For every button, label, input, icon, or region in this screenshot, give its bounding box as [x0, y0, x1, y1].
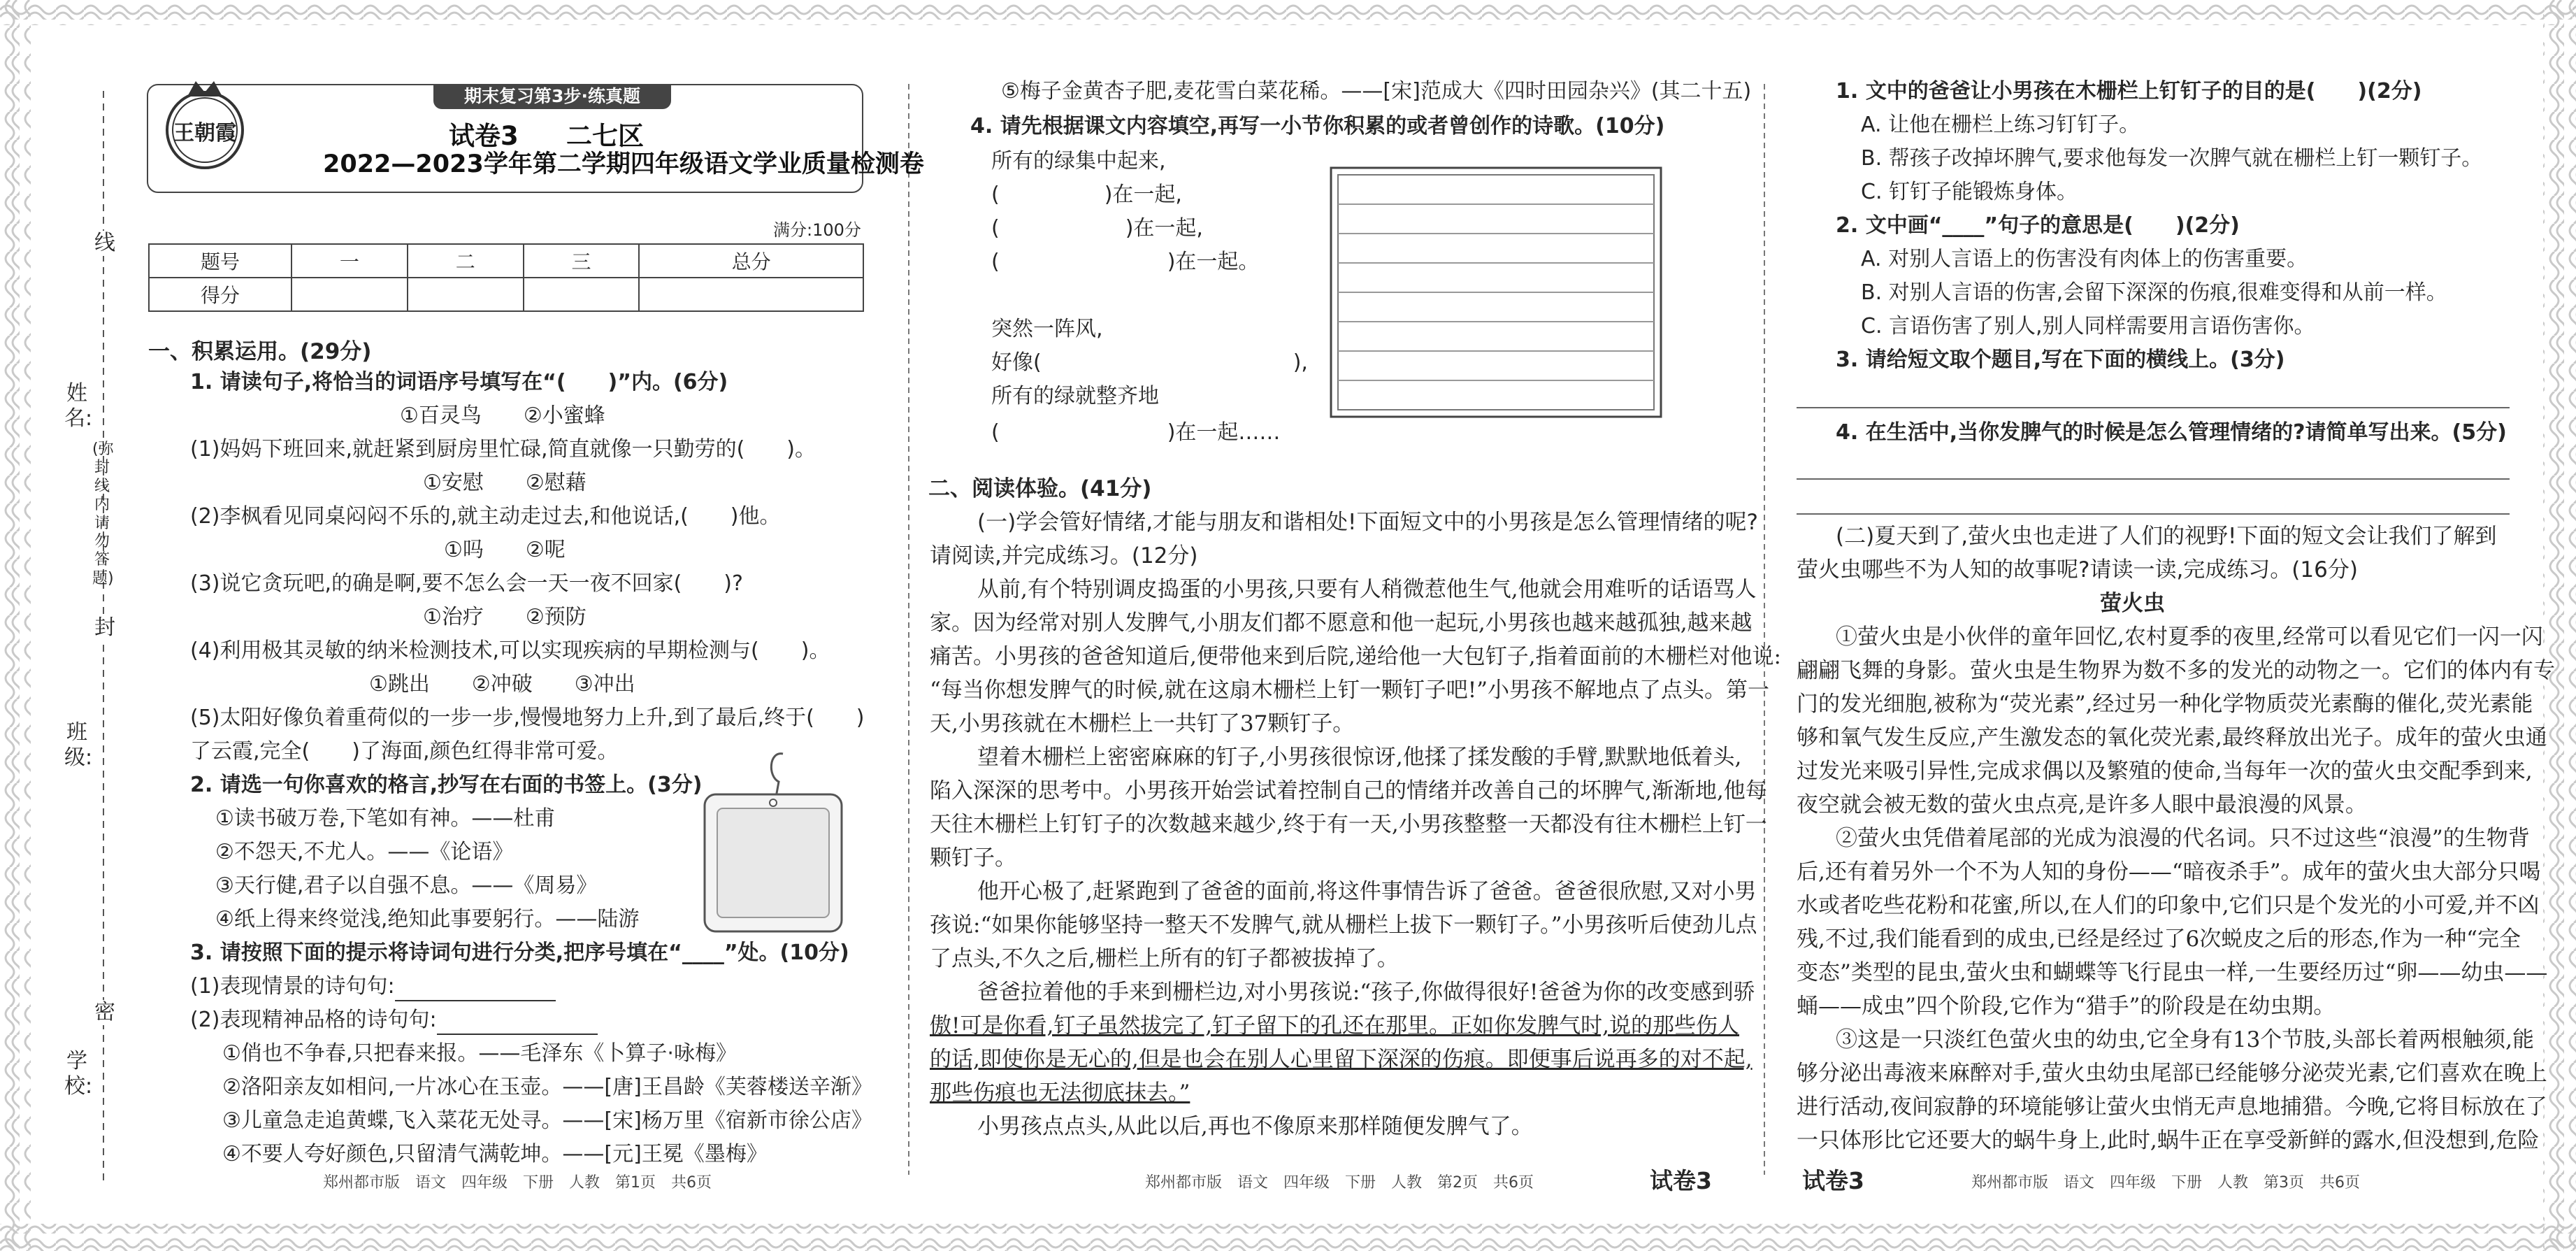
bookmark-answer-box[interactable]: [700, 748, 847, 937]
q4-stem: 4. 请先根据课文内容填空,再写一小节你积累的或者曾创作的诗歌。(10分): [970, 114, 1665, 138]
q1-options: ①跳出 ②冲破 ③冲出: [369, 672, 635, 696]
passage-line: ②萤火虫凭借着尾部的光成为浪漫的代名词。只不过这些“浪漫”的生物背: [1836, 826, 2530, 851]
passage-line: 门的发光细胞,被称为“荧光素”,经过另一种化学物质荧光素酶的催化,荧光素能: [1797, 692, 2533, 717]
answer-line[interactable]: [1797, 513, 2510, 515]
poem-line: ( )在一起。: [991, 250, 1260, 274]
line-mark: 线: [92, 231, 117, 256]
passage-line: 蛹——成虫”四个阶段,它作为“猎手”的阶段是在幼虫期。: [1797, 994, 2336, 1019]
exam-title: 2022—2023学年第二学期四年级语文学业质量检测卷: [323, 150, 924, 178]
score-header: 三: [524, 244, 640, 278]
answer-line[interactable]: [1797, 478, 2510, 480]
paper-tag: 试卷3: [1650, 1167, 1712, 1194]
passage-line: 望着木栅栏上密密麻麻的钉子,小男孩很惊讶,他揉了揉发酸的手臂,默默地低着头,: [977, 745, 1742, 770]
passage-line: 那些伤痕也无法彻底抹去。”: [930, 1080, 1190, 1106]
poem-item: ②洛阳亲友如相问,一片冰心在玉壶。——[唐]王昌龄《芙蓉楼送辛渐》: [222, 1075, 872, 1099]
poem-line: ( )在一起,: [991, 216, 1203, 241]
poem-item: ③儿童急走追黄蝶,飞入菜花无处寻。——[宋]杨万里《宿新市徐公店》: [222, 1108, 872, 1133]
score-row-label: 得分: [149, 278, 292, 311]
passage-line: 家。因为经常对别人发脾气,小朋友们都不愿意和他一起玩,小男孩也越来越孤独,越来越: [930, 610, 1753, 636]
q1-options: ①吗 ②呢: [444, 538, 566, 562]
poem-item: ④不要人夸好颜色,只留清气满乾坤。——[元]王冕《墨梅》: [222, 1142, 768, 1166]
motto-item: ②不怨天,不尤人。——《论语》: [215, 840, 514, 864]
q1-sentence: 了云霞,完全( )了海面,颜色红得非常可爱。: [190, 739, 619, 764]
passage-line: 傲!可是你看,钉子虽然拔完了,钉子留下的孔还在那里。正如你发脾气时,说的那些伤人: [930, 1013, 1740, 1038]
passage-line: 爸爸拉着他的手来到栅栏边,对小男孩说:“孩子,你做得很好!爸爸为你的改变感到骄: [977, 980, 1755, 1005]
q1-option[interactable]: B. 帮孩子改掉坏脾气,要求他每发一次脾气就在栅栏上钉一颗钉子。: [1861, 146, 2483, 171]
fold-mark: 密: [92, 1000, 117, 1025]
passage-line: 够分泌出毒液来麻醉对手,萤火虫幼虫尾部已经能够分泌荧光素,它们喜欢在晚上: [1797, 1061, 2547, 1086]
class-label: 班级:: [64, 720, 93, 770]
name-label: 姓名:: [64, 381, 93, 431]
q3-category: (1)表现情景的诗句句:: [190, 973, 556, 1001]
score-cell[interactable]: [524, 278, 640, 311]
passage2-intro: (二)夏天到了,萤火虫也走进了人们的视野!下面的短文会让我们了解到: [1836, 524, 2497, 549]
motto-item: ④纸上得来终觉浅,绝知此事要躬行。——陆游: [215, 907, 640, 931]
score-table: [148, 243, 864, 312]
poem-line: ( )在一起,: [991, 183, 1182, 207]
passage-line: ③这是一只淡红色萤火虫的幼虫,它全身有13个节肢,头部长着两根触须,能: [1836, 1027, 2535, 1052]
score-header: 二: [408, 244, 524, 278]
passage1-intro: (一)学会管好情绪,才能与朋友和谐相处!下面短文中的小男孩是怎么管理情绪的呢?: [977, 510, 1758, 535]
passage-line: ①萤火虫是小伙伴的童年回忆,农村夏季的夜里,经常可以看见它们一闪一闪: [1836, 624, 2543, 650]
poem-line: 好像( ),: [991, 350, 1308, 375]
district: 二七区: [566, 121, 644, 151]
q1-option[interactable]: A. 让他在栅栏上练习钉钉子。: [1861, 113, 2140, 137]
score-cell[interactable]: [408, 278, 524, 311]
q2-option[interactable]: C. 言语伤害了别人,别人同样需要用言语伤害你。: [1861, 314, 2315, 338]
passage-line: 过发光来吸引异性,完成求偶以及繁殖的使命,当每年一次的萤火虫交配季到来,: [1797, 759, 2533, 784]
page-footer: 郑州都市版 语文 四年级 下册 人教 第2页 共6页: [1145, 1174, 1534, 1192]
poem-writing-box[interactable]: [1330, 166, 1662, 418]
reading-q4: 4. 在生活中,当你发脾气的时候是怎么管理情绪的?请简单写出来。(5分): [1836, 420, 2507, 445]
q3-category: (2)表现精神品格的诗句句:: [190, 1007, 598, 1035]
poem-line: 所有的绿集中起来,: [991, 149, 1166, 173]
score-header: 总分: [639, 244, 863, 278]
q1-options: ①安慰 ②慰藉: [423, 471, 587, 495]
passage-line: 天往木栅栏上钉钉子的次数越来越少,终于有一天,小男孩整整一天都没有往木栅栏上钉一: [930, 812, 1767, 837]
svg-text:王朝霞: 王朝霞: [173, 121, 236, 145]
poem-item: ⑤梅子金黄杏子肥,麦花雪白菜花稀。——[宋]范成大《四时田园杂兴》(其二十五): [1001, 79, 1752, 103]
motto-item: ①读书破万卷,下笔如有神。——杜甫: [215, 806, 556, 831]
q1-sentence: (4)利用极其灵敏的纳米检测技术,可以实现疾病的早期检测与( )。: [190, 638, 830, 663]
passage-line: 了点头,不久之后,栅栏上所有的钉子都被拔掉了。: [930, 946, 1399, 971]
passage-line: 翩翩飞舞的身影。萤火虫是生物界为数不多的发光的动物之一。它们的体内有专: [1797, 658, 2555, 683]
section2-heading: 二、阅读体验。(41分): [928, 476, 1152, 501]
banner: 期末复习第3步·练真题: [433, 84, 671, 109]
passage-line: 陷入深深的思考中。小男孩开始尝试着控制自己的情绪并改善自己的坏脾气,渐渐地,他每: [930, 778, 1767, 803]
q3-stem: 3. 请按照下面的提示将诗词句进行分类,把序号填在“____”处。(10分): [190, 941, 849, 965]
reading-q2: 2. 文中画“____”句子的意思是( )(2分): [1836, 213, 2240, 238]
q1-stem: 1. 请读句子,将恰当的词语序号填写在“( )”内。(6分): [190, 370, 728, 394]
publisher-logo: [159, 76, 250, 180]
passage-line: 进行活动,夜间寂静的环境能够让萤火虫悄无声息地捕猎。今晚,它将目标放在了: [1797, 1094, 2547, 1120]
q2-option[interactable]: A. 对别人言语上的伤害没有肉体上的伤害重要。: [1861, 247, 2308, 271]
q1-sentence: (2)李枫看见同桌闷闷不乐的,就主动走过去,和他说话,( )他。: [190, 504, 781, 529]
q2-stem: 2. 请选一句你喜欢的格言,抄写在右面的书签上。(3分): [190, 773, 703, 797]
paper-tag: 试卷3: [1802, 1167, 1864, 1194]
score-cell[interactable]: [639, 278, 863, 311]
page-footer: 郑州都市版 语文 四年级 下册 人教 第1页 共6页: [323, 1174, 712, 1192]
passage-line: 一只体形比它还要大的蜗牛身上,此时,蜗牛正在享受新鲜的露水,但没想到,危险: [1797, 1128, 2540, 1153]
answer-line[interactable]: [1797, 407, 2510, 408]
passage-line: 颗钉子。: [930, 845, 1016, 871]
passage-line: 天,小男孩就在木栅栏上一共钉了37颗钉子。: [930, 711, 1355, 736]
passage-line: 变态”类型的昆虫,萤火虫和蝴蝶等飞行昆虫一样,一生要经历过“卵——幼虫——: [1797, 960, 2548, 985]
q1-sentence: (3)说它贪玩吧,的确是啊,要不怎么会一天一夜不回家( )?: [190, 571, 743, 596]
score-header: 题号: [149, 244, 292, 278]
seal-mark: 封: [92, 615, 117, 641]
motto-item: ③天行健,君子以自强不息。——《周易》: [215, 873, 598, 898]
passage-line: 后,还有着另外一个不为人知的身份——“暗夜杀手”。成年的萤火虫大部分只喝: [1797, 859, 2541, 885]
poem-line: 所有的绿就整齐地: [991, 384, 1159, 408]
passage-line: 夜空就会被无数的萤火虫点亮,是许多人眼中最浪漫的风景。: [1797, 792, 2367, 817]
poem-item: ①俏也不争春,只把春来报。——毛泽东《卜算子·咏梅》: [222, 1041, 737, 1066]
poem-line: ( )在一起……: [991, 420, 1281, 445]
passage-line: 小男孩点点头,从此以后,再也不像原来那样随便发脾气了。: [977, 1114, 1533, 1139]
school-label: 学校:: [64, 1049, 93, 1099]
passage-line: “每当你想发脾气的时候,就在这扇木栅栏上钉一颗钉子吧!”小男孩不解地点了点头。第一: [930, 678, 1770, 703]
paper-number: 试卷3: [449, 121, 519, 151]
q1-options: ①百灵鸟 ②小蜜蜂: [400, 403, 605, 428]
poem-line: 突然一阵风,: [991, 317, 1103, 341]
seal-notice: (弥封线内请勿答题): [92, 441, 114, 587]
q1-options: ①治疗 ②预防: [423, 605, 587, 629]
q1-option[interactable]: C. 钉钉子能锻炼身体。: [1861, 180, 2078, 204]
passage2-intro: 萤火虫哪些不为人知的故事呢?请读一读,完成练习。(16分): [1797, 557, 2358, 582]
passage-line: 痛苦。小男孩的爸爸知道后,便带他来到后院,递给他一大包钉子,指着面前的木栅栏对他说:: [930, 644, 1782, 669]
passage2-title: 萤火虫: [2100, 591, 2165, 616]
reading-q1: 1. 文中的爸爸让小男孩在木栅栏上钉钉子的目的是( )(2分): [1836, 79, 2422, 103]
score-header: 一: [292, 244, 408, 278]
passage1-intro: 请阅读,并完成练习。(12分): [930, 543, 1198, 569]
page-footer: 郑州都市版 语文 四年级 下册 人教 第3页 共6页: [1971, 1174, 2360, 1192]
passage-line: 孩说:“如果你能够坚持一整天不发脾气,就从栅栏上拔下一颗钉子。”小男孩听后使劲儿点: [930, 913, 1757, 938]
q1-sentence: (5)太阳好像负着重荷似的一步一步,慢慢地努力上升,到了最后,终于( ): [190, 706, 865, 730]
q1-sentence: (1)妈妈下班回来,就赶紧到厨房里忙碌,简直就像一只勤劳的( )。: [190, 437, 816, 462]
q2-option[interactable]: B. 对别人言语的伤害,会留下深深的伤痕,很难变得和从前一样。: [1861, 280, 2447, 305]
score-cell[interactable]: [292, 278, 408, 311]
passage-line: 残,不过,我们能看到的成虫,已经是经过了6次蜕皮之后的形态,作为一种“完全: [1797, 927, 2521, 952]
passage-line: 水或者吃些花粉和花蜜,所以,在人们的印象中,它们只是个发光的小可爱,并不凶: [1797, 893, 2540, 918]
passage-line: 够和氧气发生反应,产生激发态的氧化荧光素,最终释放出光子。成年的萤火虫通: [1797, 725, 2547, 750]
passage-line: 的话,即使你是无心的,但是也会在别人心里留下深深的伤痕。即便事后说再多的对不起,: [930, 1047, 1753, 1072]
full-score: 满分:100分: [773, 220, 861, 240]
reading-q3: 3. 请给短文取个题目,写在下面的横线上。(3分): [1836, 348, 2285, 372]
passage-line: 从前,有个特别调皮捣蛋的小男孩,只要有人稍微惹他生气,他就会用难听的话语骂人: [977, 577, 1757, 602]
passage-line: 他开心极了,赶紧跑到了爸爸的面前,将这件事情告诉了爸爸。爸爸很欣慰,又对小男: [977, 879, 1757, 904]
section1-heading: 一、积累运用。(29分): [148, 339, 372, 364]
